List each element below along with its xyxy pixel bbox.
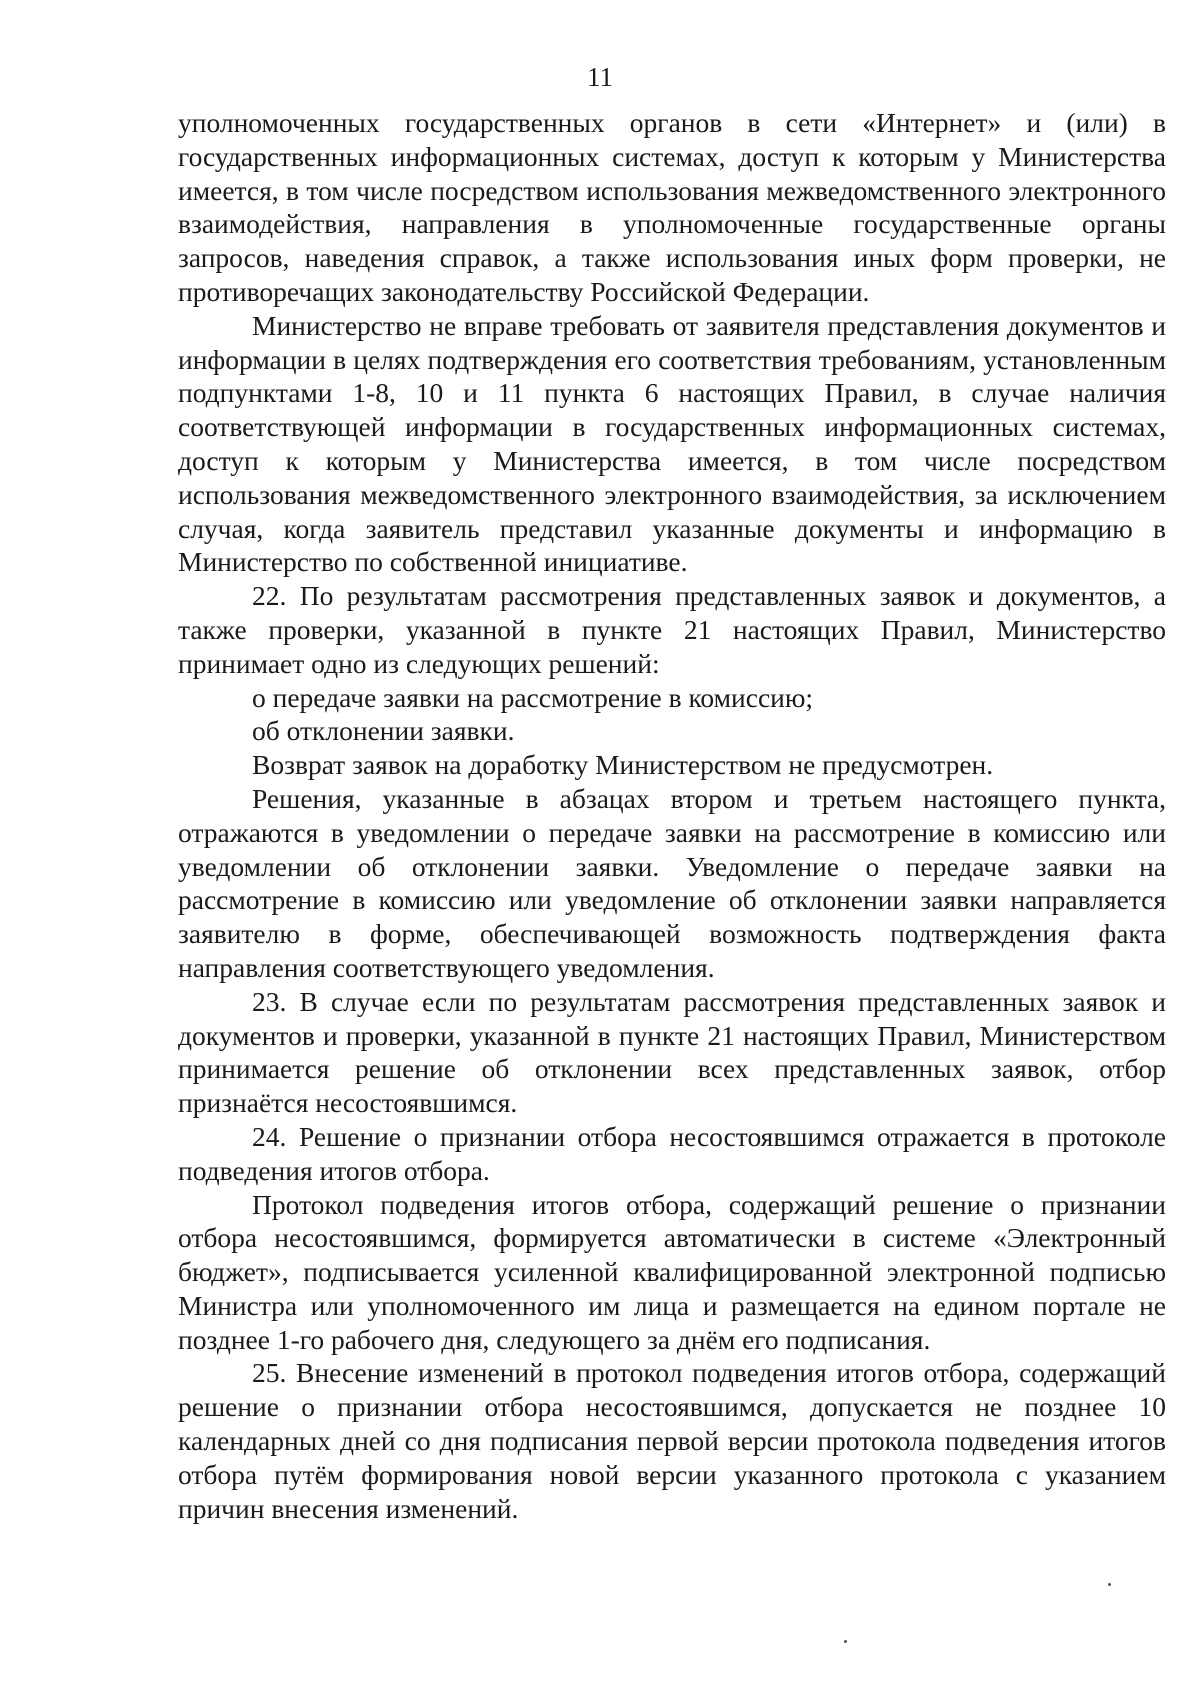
paragraph-item-22-decisions: Решения, указанные в абзацах втором и третьем настоящего пункта, отражаются в уведомлении о передаче заявки на рассмотрение в комиссию или уведомлении об отклонении заявки. Уведомление о передаче заявки на рассмотрение в комиссию или уведомление об отклонении заявки направляется заявителю в форме, обеспечивающей возможность подтверждения факта направления соответствующего уведомления. [178, 782, 1166, 983]
paragraph-item-24-protocol: Протокол подведения итогов отбора, содержащий решение о признании отбора несостоявшимся, формируется автоматически в системе «Электронный бюджет», подписывается усиленной квалифицированной электронной подписью Министра или уполномоченного им лица и размещается на едином портале не позднее 1-го рабочего дня, следующего за днём его подписания. [178, 1188, 1166, 1355]
paragraph-item-25: 25. Внесение изменений в протокол подведения итогов отбора, содержащий решение о признании отбора несостоявшимся, допускается не позднее 10 календарных дней со дня подписания первой версии протокола подведения итогов отбора путём формирования новой версии указанного протокола с указанием причин внесения изменений. [178, 1357, 1166, 1524]
document-body [178, 106, 1166, 1525]
scan-speck [1108, 1583, 1111, 1586]
paragraph-item-22: 22. По результатам рассмотрения представленных заявок и документов, а также проверки, указанной в пункте 21 настоящих Правил, Министерство принимает одно из следующих решений: [178, 580, 1166, 679]
paragraph-ministry-not-entitled: Министерство не вправе требовать от заявителя представления документов и информации в целях подтверждения его соответствия требованиям, установленным подпунктами 1-8, 10 и 11 пункта 6 настоящих Правил, в случае наличия соответствующей информации в государственных информационных системах, доступ к которым у Министерства имеется, в том числе посредством использования межведомственного электронного взаимодействия, за исключением случая, когда заявитель представил указанные документы и информацию в Министерство по собственной инициативе. [178, 309, 1166, 578]
page-number: 11 [587, 62, 613, 92]
scan-speck [844, 1640, 847, 1643]
paragraph-item-22-option-2: об отклонении заявки. [252, 715, 515, 747]
paragraph-item-23: 23. В случае если по результатам рассмотрения представленных заявок и документов и проверки, указанной в пункте 21 настоящих Правил, Министерством принимается решение об отклонении всех представленных заявок, отбор признаётся несостоявшимся. [178, 985, 1166, 1119]
paragraph-continuation: уполномоченных государственных органов в сети «Интернет» и (или) в государственных информационных системах, доступ к которым у Министерства имеется, в том числе посредством использования межведомственного электронного взаимодействия, направления в уполномоченные государственные органы запросов, наведения справок, а также использования иных форм проверки, не противоречащих законодательству Российской Федерации. [178, 107, 1166, 307]
paragraph-item-22-option-1: о передаче заявки на рассмотрение в комиссию; [252, 681, 814, 713]
paragraph-item-22-no-return: Возврат заявок на доработку Министерством не предусмотрен. [252, 749, 994, 781]
paragraph-item-24: 24. Решение о признании отбора несостоявшимся отражается в протоколе подведения итогов отбора. [178, 1120, 1166, 1186]
